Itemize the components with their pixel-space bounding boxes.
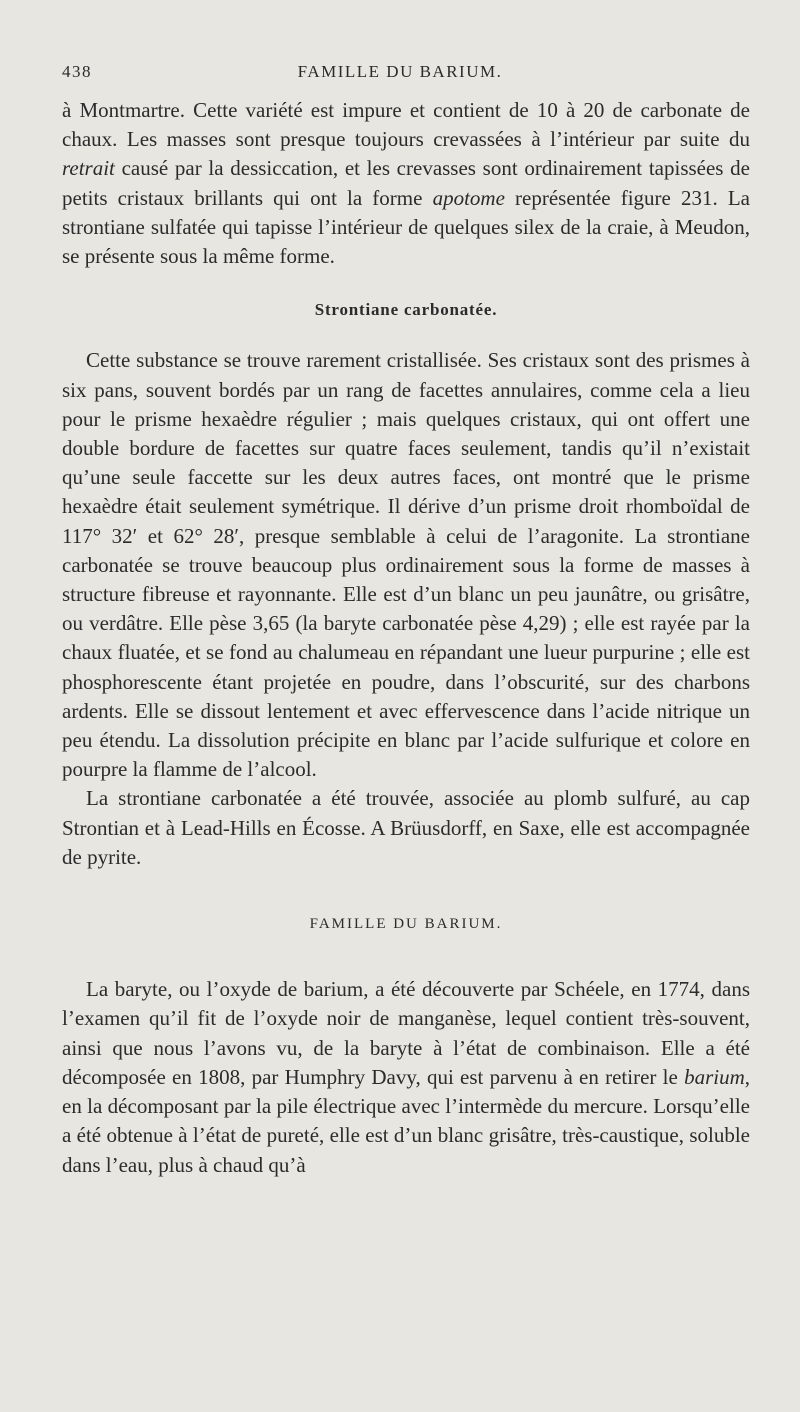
paragraph: La strontiane carbonatée a été trouvée, associée au plomb sulfuré, au cap Strontian et à Lead-Hills en Écosse. A Brüusdorff, en Saxe, elle est accompagnée de pyrite. <box>62 786 750 869</box>
italic-term: retrait <box>62 156 115 181</box>
subheading: Strontiane carbonatée. <box>314 300 498 320</box>
text-span: à Montmartre. Cette variété est impure et contient de 10 à 20 de carbonate de chaux. Les masses sont presque toujours crevassées à l’intérieur par suite du <box>62 98 750 152</box>
italic-term: barium <box>684 1064 745 1089</box>
paragraph <box>62 975 750 1179</box>
italic-term: apotome <box>432 185 505 210</box>
running-title: FAMILLE DU BARIUM. <box>297 62 503 81</box>
text-span: représentée figure 231. La strontiane sulfatée qui tapisse l’intérieur de quelques silex de la craie, à Meudon, se présente sous la même forme. <box>62 185 751 269</box>
section-title: FAMILLE DU BARIUM. <box>309 916 503 933</box>
paragraph <box>62 96 750 271</box>
page-body <box>62 96 750 1180</box>
text-span: causé par la dessiccation, et les crevasses sont ordinairement tapissées de petits cristaux brillants qui ont la forme <box>62 156 750 210</box>
text-span: , en la décomposant par la pile électrique avec l’intermède du mercure. Lorsqu’elle a été obtenue à l’état de pureté, elle est d’un blanc grisâtre, très-caustique, soluble dans l’eau, plus à chaud qu’à <box>62 1064 750 1177</box>
paragraph: Cette substance se trouve rarement cristallisée. Ses cristaux sont des prismes à six pans, souvent bordés par un rang de facettes annulaires, comme cela a lieu pour le prisme hexaèdre régulier ; mais quelques cristaux, qui ont offert une double bordure de facettes sur quatre faces seulement, tandis qu’il n’existait qu’une seule faccette sur les deux autres faces, ont montré que le prisme hexaèdre était seulement symétrique. Il dérive d’un prisme droit rhomboïdal de 117° 32′ et 62° 28′, presque semblable à celui de l’aragonite. La strontiane carbonatée se trouve beaucoup plus ordinairement sous la forme de masses à structure fibreuse et rayonnante. Elle est d’un blanc un peu jaunâtre, ou grisâtre, ou verdâtre. Elle pèse 3,65 (la baryte carbonatée pèse 4,29) ; elle est rayée par la chaux fluatée, et se fond au chalumeau en répandant une lueur purpurine ; elle est phosphorescente étant projetée en poudre, dans l’obscurité, sur des charbons ardents. Elle se dissout lentement et avec effervescence dans l’acide nitrique un peu étendu. La dissolution précipite en blanc par l’acide sulfurique et colore en pourpre la flamme de l’alcool. <box>62 348 750 782</box>
page-number: 438 <box>62 62 92 81</box>
text-span: La baryte, ou l’oxyde de barium, a été découverte par Schéele, en 1774, dans l’examen qu’il fit de l’oxyde noir de manganèse, lequel contient très-souvent, ainsi que nous l’avons vu, de la baryte à l’état de combinaison. Elle a été décomposée en 1808, par Humphry Davy, qui est parvenu à en retirer le <box>62 977 750 1089</box>
page-header <box>62 58 738 86</box>
